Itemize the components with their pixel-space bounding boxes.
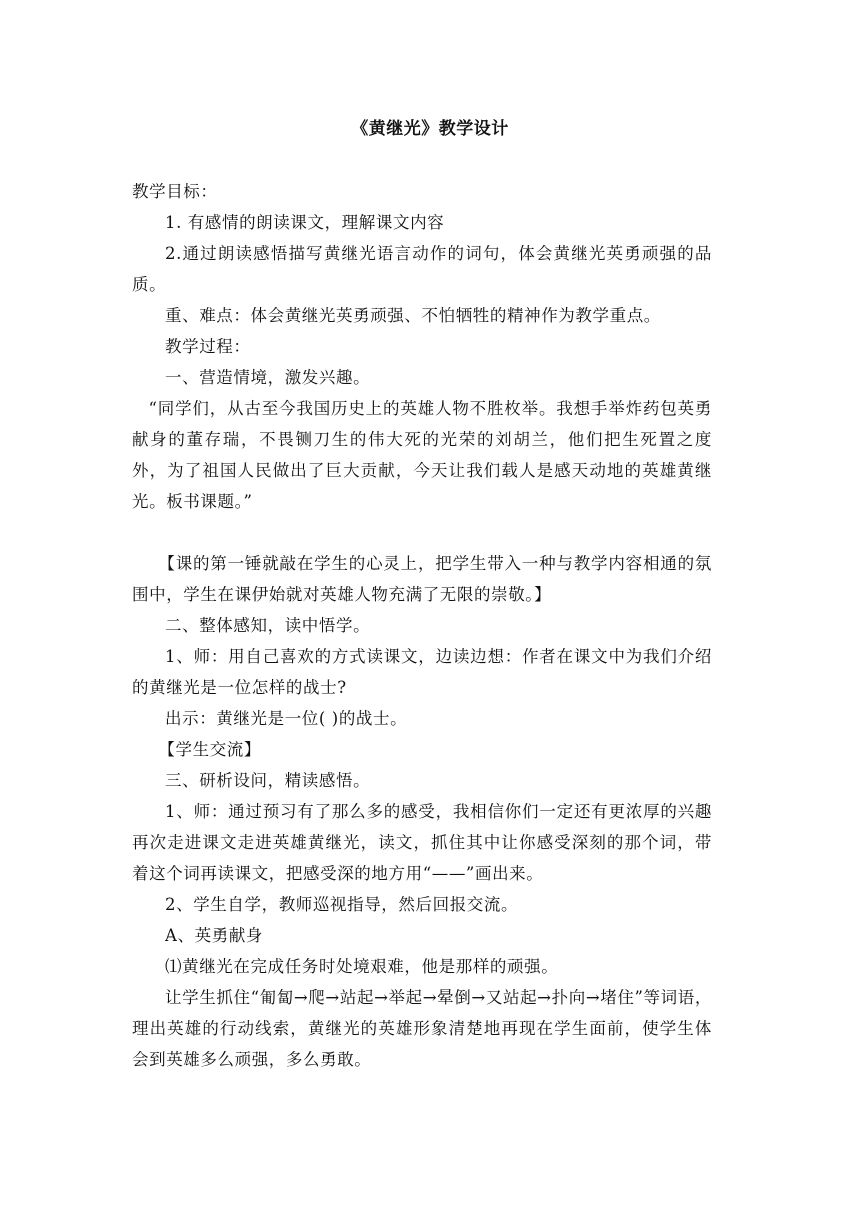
blank-line bbox=[132, 517, 712, 548]
step-heading: 二、整体感知，读中悟学。 bbox=[165, 616, 371, 635]
quote-paragraph: “同学们，从古至今我国历史上的英雄人物不胜枚举。我想手举炸药包英勇献身的董存瑞，不畏铡刀生的伟大死的光荣的刘胡兰，他们把生死置之度外，为了祖国人民做出了巨大贡献，今天让我们载人是感天动地的英雄黄继光。板书课题。” bbox=[132, 399, 712, 511]
body-paragraph: 出示：黄继光是一位( )的战士。 bbox=[165, 709, 408, 728]
body-paragraph: 让学生抓住“匍匐→爬→站起→举起→晕倒→又站起→扑向→堵住”等词语，理出英雄的行动线索，黄继光的英雄形象清楚地再现在学生面前，使学生体会到英雄多么顽强，多么勇敢。 bbox=[132, 988, 712, 1069]
body-paragraph: 【学生交流】 bbox=[158, 740, 261, 759]
sub-heading: A、英勇献身 bbox=[165, 926, 264, 945]
body-paragraph: ⑴黄继光在完成任务时处境艰难，他是那样的顽强。 bbox=[165, 957, 559, 976]
step-heading: 三、研析设问，精读感悟。 bbox=[165, 771, 371, 790]
commentary-paragraph: 【课的第一锤就敲在学生的心灵上，把学生带入一种与教学内容相通的氛围中，学生在课伊始就对英雄人物充满了无限的崇敬。】 bbox=[132, 554, 712, 604]
body-paragraph: 1、师：用自己喜欢的方式读课文，边读边想：作者在课文中为我们介绍的黄继光是一位怎样的战士? bbox=[132, 647, 712, 697]
key-points: 重、难点：体会黄继光英勇顽强、不怕牺牲的精神作为教学重点。 bbox=[165, 306, 661, 325]
step-heading: 一、营造情境，激发兴趣。 bbox=[165, 368, 371, 387]
document-body bbox=[132, 176, 712, 1075]
section-heading-objectives: 教学目标： bbox=[132, 182, 218, 201]
body-paragraph: 2、学生自学，教师巡视指导，然后回报交流。 bbox=[165, 895, 519, 914]
document-title: 《黄继光》教学设计 bbox=[351, 119, 509, 139]
objective-item: 2.通过朗读感悟描写黄继光语言动作的词句，体会黄继光英勇顽强的品质。 bbox=[132, 244, 712, 294]
body-paragraph: 1、师：通过预习有了那么多的感受，我相信你们一定还有更浓厚的兴趣再次走进课文走进英雄黄继光，读文，抓住其中让你感受深刻的那个词，带着这个词再读课文，把感受深的地方用“——”画出来。 bbox=[132, 802, 712, 883]
objective-item: 1. 有感情的朗读课文，理解课文内容 bbox=[165, 213, 445, 232]
section-heading-process: 教学过程： bbox=[165, 337, 251, 356]
